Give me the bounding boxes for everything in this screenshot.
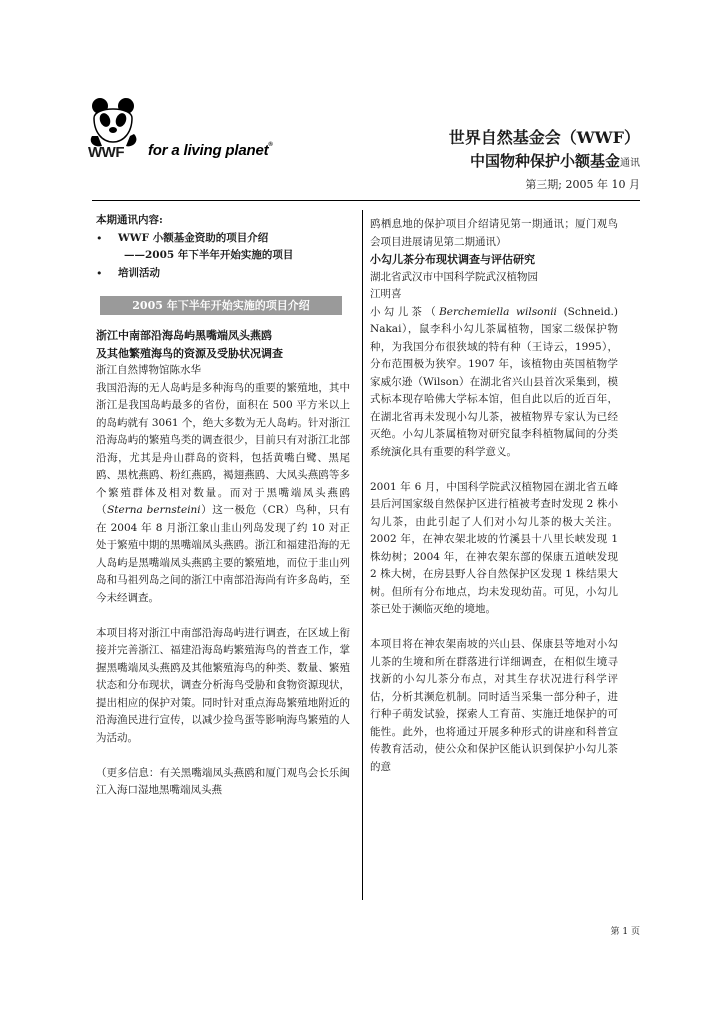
article1-title-line1: 浙江中南部沿海岛屿黑嘴端凤头燕鸥 bbox=[96, 329, 272, 342]
paragraph-gap bbox=[96, 747, 350, 765]
bullet-icon: • bbox=[96, 266, 103, 280]
article2-paragraph-1 bbox=[370, 304, 618, 462]
article1-title-line2: 及其他繁殖海鸟的资源及受胁状况调查 bbox=[96, 346, 283, 360]
toc-item bbox=[96, 265, 350, 283]
section-banner: 2005 年下半年开始实施的项目介绍 bbox=[100, 296, 342, 315]
paragraph-gap bbox=[96, 607, 350, 625]
species-latin-name: Berchemiella wilsonii bbox=[439, 305, 557, 318]
panda-logo-icon bbox=[88, 96, 140, 148]
logo-tagline bbox=[148, 142, 273, 159]
article2-p1-text-b: (Schneid.) Nakai），鼠李科小勾儿茶属植物，国家二级保护物种，为我国分布很狭域的特有种（王诗云，1995），分布范围极为狭窄。1907 年，该植物由英国植物学家威尔逊（Wilson）在湖北省兴山县首次采集到，模式标本现存哈佛大学标本馆，但自此以后的近百年，在湖北省再未发现小勾儿茶，被植物界专家认为已经灭绝。小勾儿茶属植物对研究鼠李科植物属间的分类系统演化具有重要的科学意义。 bbox=[370, 305, 618, 458]
toc-item-1: WWF 小额基金资助的项目介绍 bbox=[118, 231, 269, 244]
fund-title-main: 中国物种保护小额基金 bbox=[469, 152, 620, 170]
newsletter-header bbox=[449, 126, 640, 195]
toc-item-2: 培训活动 bbox=[118, 266, 160, 279]
right-column bbox=[370, 216, 618, 776]
column-divider bbox=[362, 210, 363, 900]
org-title: 世界自然基金会（WWF） bbox=[448, 128, 640, 147]
toc-title: 本期通讯内容: bbox=[96, 214, 163, 226]
article2-affiliation: 湖北省武汉市中国科学院武汉植物园 bbox=[370, 270, 538, 283]
article1-paragraph-1 bbox=[96, 380, 350, 608]
article2-paragraph-2: 2001 年 6 月，中国科学院武汉植物园在湖北省五峰县后河国家级自然保护区进行植被考查时发现 2 株小勾儿茶，由此引起了人们对小勾儿茶的极大关注。2002 年，在神农架北坡的竹溪县十八里长峡发现 1 株幼树；2004 年，在神农架东部的保康五道峡发现 2 株大树，在房县野人谷自然保护区发现 1 株结果大树。但所有分布地点，均未发现幼苗。可见，小勾儿茶已处于濒临灭绝的境地。 bbox=[370, 480, 618, 615]
article1-p1-text-a: 我国沿海的无人岛屿是多种海鸟的重要的繁殖地，其中浙江是我国岛屿最多的省份，面积在 500 平方米以上的岛屿就有 3061 个，绝大多数为无人岛屿。针对浙江沿海岛屿的繁殖鸟类的调查很少，目前只有对浙江北部沿海，尤其是舟山群岛的资料，包括黄嘴白鹭、黑尾鸥、黑枕燕鸥、粉红燕鸥，褐翅燕鸥、大凤头燕鸥等多个繁殖群体及相对数量。而对于黑嘴端凤头燕鸥（ bbox=[96, 381, 350, 516]
article1-paragraph-2: 本项目将对浙江中南部沿海岛屿进行调查，在区域上衔接并完善浙江、福建沿海岛屿繁殖海鸟的普查工作，掌握黑嘴端凤头燕鸥及其他繁殖海鸟的种类、数量、繁殖状态和分布现状，调查分析海鸟受胁和食物资源现状，提出相应的保护对策。同时针对重点海岛繁殖地附近的沿海渔民进行宣传，以减少捡鸟蛋等影响海鸟繁殖的人为活动。 bbox=[96, 626, 350, 744]
article2-p1-text-a: 小勾儿茶（ bbox=[370, 305, 440, 318]
fund-title bbox=[449, 150, 640, 175]
issue-date: 第三期; 2005 年 10 月 bbox=[525, 178, 640, 191]
article2-title: 小勾儿茶分布现状调查与评估研究 bbox=[370, 253, 535, 266]
header-rule bbox=[92, 200, 640, 201]
page-number: 第 1 页 bbox=[610, 927, 640, 937]
species-latin-name: Sterna bernsteini bbox=[107, 504, 201, 516]
trademark-mark: ® bbox=[268, 142, 273, 148]
article1-author: 浙江自然博物馆陈水华 bbox=[96, 364, 201, 376]
article1-p1-text-b: ）这一极危（CR）鸟种，只有在 2004 年 8 月浙江象山韭山列岛发现了约 10 对正处于繁殖中期的黑嘴端凤头燕鸥。浙江和福建沿海的无人岛屿是黑嘴端凤头燕鸥主要的繁殖地，而位于韭山列岛和马祖列岛之间的浙江中南部沿海尚有许多岛屿，至今未经调查。 bbox=[96, 504, 350, 604]
wwf-wordmark: WWF bbox=[88, 144, 124, 161]
paragraph-gap bbox=[370, 619, 618, 637]
article2-author: 江明喜 bbox=[370, 288, 402, 300]
article2-paragraph-3: 本项目将在神农架南坡的兴山县、保康县等地对小勾儿茶的生境和所在群落进行详细调查，在相似生境寻找新的小勾儿茶分布点，对其生存状况进行科学评估，分析其濒危机制。同时适当采集一部分种子，进行种子萌发试验，探索人工育苗、实施迁地保护的可能性。此外，也将通过开展多种形式的讲座和科普宣传教育活动，使公众和保护区能认识到保护小勾儿茶的意 bbox=[370, 638, 618, 773]
fund-title-suffix: 通讯 bbox=[620, 158, 640, 169]
article1-continuation: 鸥栖息地的保护项目介绍请见第一期通讯；厦门观鸟会项目进展请见第二期通讯） bbox=[370, 218, 618, 248]
article1-paragraph-3: （更多信息：有关黑嘴端凤头燕鸥和厦门观鸟会长乐闽江入海口湿地黑嘴端凤头燕 bbox=[96, 766, 350, 796]
left-column bbox=[96, 212, 350, 800]
toc-item bbox=[96, 230, 350, 248]
bullet-icon: • bbox=[96, 231, 103, 245]
toc-item-1-sub: ——2005 年下半年开始实施的项目 bbox=[124, 249, 294, 261]
logo-tagline-text: for a living planet bbox=[148, 142, 269, 159]
paragraph-gap bbox=[370, 461, 618, 479]
